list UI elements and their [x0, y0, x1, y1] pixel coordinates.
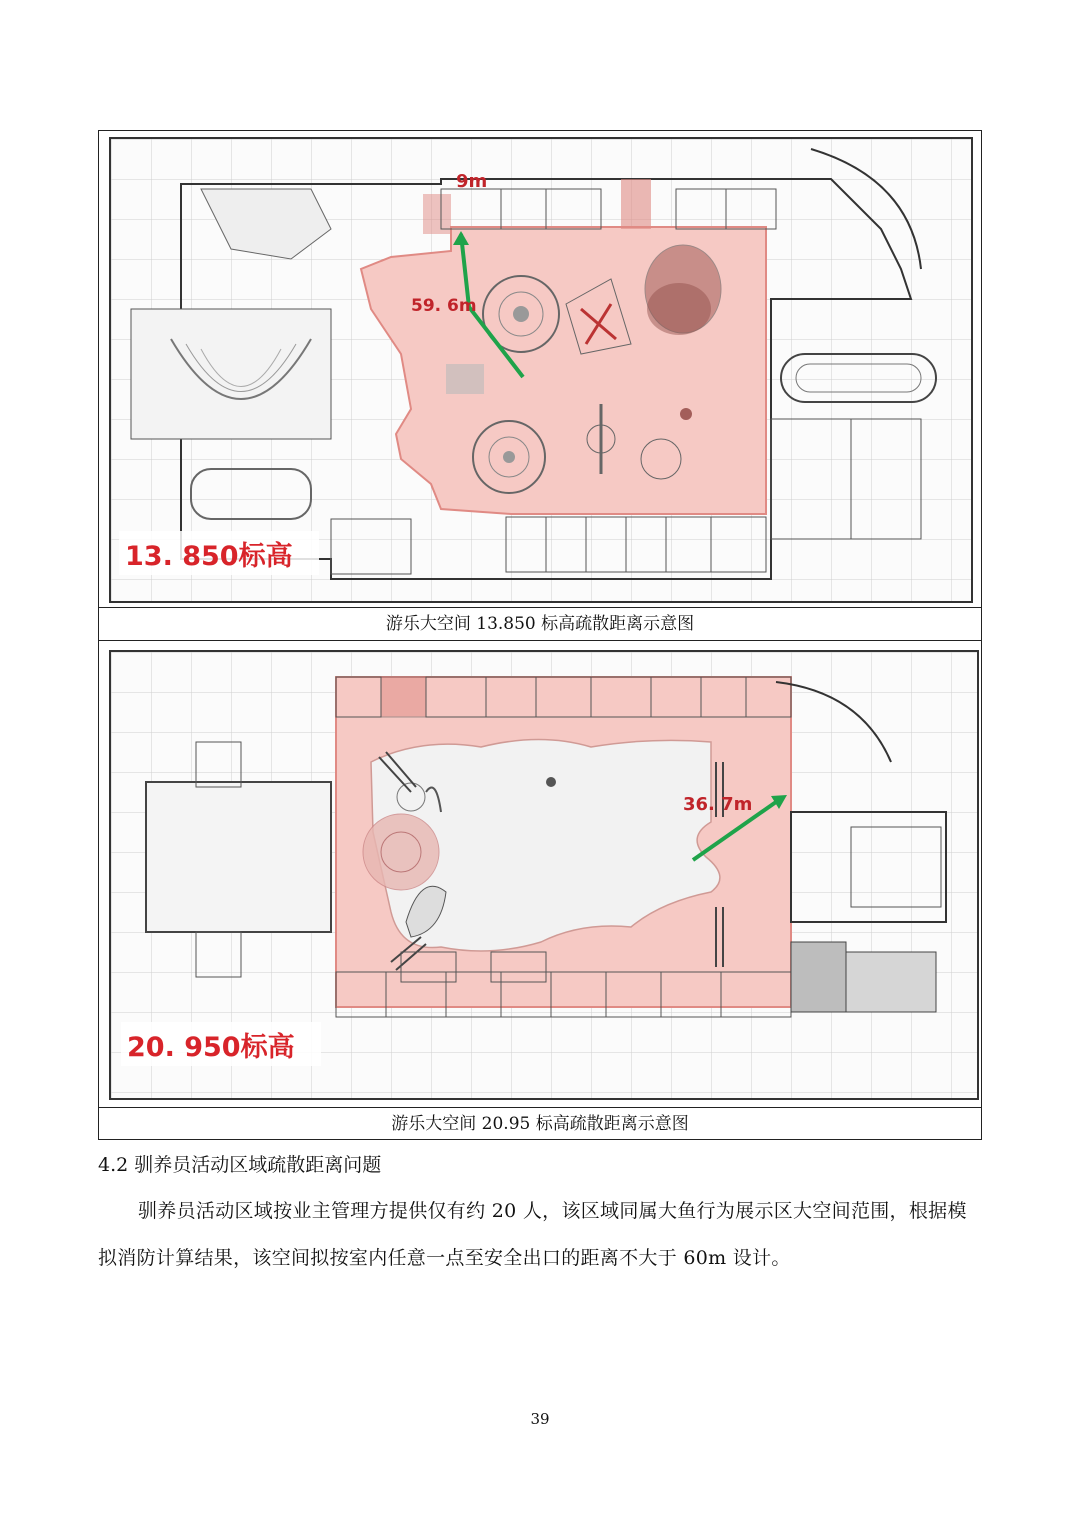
- floor-plan-13850-drawing: [111, 139, 971, 601]
- floor-level-label: 13. 850标高: [125, 541, 293, 572]
- figure-1-cell: [99, 131, 981, 607]
- distance-label-59-6m: 59. 6m: [411, 296, 477, 316]
- floor-level-label: 20. 950标高: [127, 1032, 295, 1063]
- figure-2-caption: 游乐大空间 20.95 标高疏散距离示意图: [99, 1107, 981, 1140]
- figure-1-caption: 游乐大空间 13.850 标高疏散距离示意图: [99, 607, 981, 641]
- figure-2-cell: [99, 640, 981, 1107]
- floor-plan-13850: [109, 137, 973, 603]
- figure-table: [98, 130, 982, 1140]
- body-paragraph: 驯养员活动区域按业主管理方提供仅有约 20 人，该区域同属大鱼行为展示区大空间范围，根据模拟消防计算结果，该空间拟按室内任意一点至安全出口的距离不大于 60m 设计。: [98, 1200, 967, 1269]
- distance-label-9m: 9m: [456, 171, 488, 192]
- section-heading: 4.2 驯养员活动区域疏散距离问题: [98, 1154, 382, 1176]
- floor-plan-20950-drawing: [111, 652, 977, 1098]
- page-number: 39: [530, 1410, 550, 1428]
- distance-label-36-7m: 36. 7m: [683, 794, 753, 815]
- floor-plan-20950: [109, 650, 979, 1100]
